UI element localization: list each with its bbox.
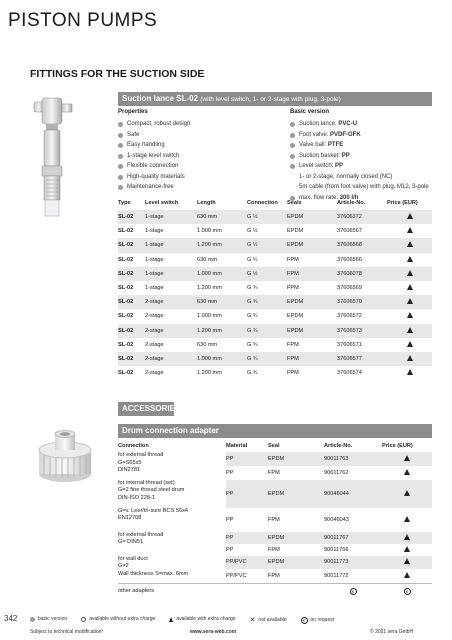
connection-label — [118, 508, 226, 532]
legend-text: basic version — [38, 616, 68, 622]
label-line: G= DIN51 — [118, 539, 144, 545]
table-cell: PP — [226, 546, 234, 553]
table-cell: 2-stage — [145, 295, 197, 309]
table-cell: 2-stage — [145, 324, 197, 338]
triangle-icon — [404, 516, 410, 522]
label-line: G=v. Leer/tri-sure BCS 56x4 — [118, 507, 189, 514]
price-cell — [387, 267, 432, 281]
table-cell: 90011766 — [324, 546, 349, 553]
table-cell: SL-02 — [118, 238, 145, 252]
table-cell: SL-02 — [118, 324, 145, 338]
triangle-icon — [407, 327, 413, 333]
triangle-icon — [404, 455, 410, 461]
price-cell — [387, 295, 432, 309]
basic-version-icon — [30, 617, 35, 622]
table-cell: EPDM — [268, 556, 324, 570]
table-cell: 37606571 — [337, 341, 362, 348]
table-cell: SL-02 — [118, 341, 134, 348]
table-cell: 630 mm — [197, 210, 247, 224]
table-cell: EPDM — [287, 324, 337, 338]
label-line: EN12708 — [118, 515, 142, 521]
property-item: Maintenance-free — [118, 182, 283, 193]
table-cell: 37606566 — [337, 256, 362, 263]
table-cell: 37606568 — [337, 238, 387, 252]
triangle-icon — [407, 369, 413, 375]
table-cell: 37606570 — [337, 295, 387, 309]
table-cell: 1-stage — [145, 228, 164, 235]
table-cell: other adapters — [118, 584, 226, 599]
property-item: Safe — [118, 130, 283, 141]
price-cell — [387, 366, 432, 380]
table-cell: 630 mm — [197, 341, 218, 348]
price-cell — [387, 338, 432, 352]
property-item: Flexible connection — [118, 161, 283, 172]
table-cell: 1-stage — [145, 285, 164, 292]
triangle-icon — [407, 227, 413, 233]
table-cell: EPDM — [287, 313, 304, 320]
drum-adapter-header: Drum connection adapter — [118, 424, 432, 438]
table-cell: 1.000 mm — [197, 313, 222, 320]
table-cell: FPM — [287, 267, 337, 281]
table-cell: EPDM — [287, 295, 337, 309]
basic-item: Level switch: PP — [290, 161, 440, 172]
label-line: Wall thickness S=max. 6mm — [118, 570, 189, 577]
half-circle-icon — [81, 617, 86, 622]
table-cell: 37606573 — [337, 324, 387, 338]
table-row — [118, 253, 432, 267]
price-cell — [387, 224, 432, 238]
table-cell: 1-stage — [145, 238, 197, 252]
table-cell: 1-stage — [145, 267, 197, 281]
price-cell — [387, 309, 432, 323]
triangle-icon — [404, 546, 410, 552]
table-cell: 1.200 mm — [197, 238, 247, 252]
table-header: Connection Material Seal Article-No. Price (EUR) — [118, 443, 413, 449]
label-line: for external thread — [118, 531, 164, 538]
price-cell — [387, 210, 432, 224]
table-cell: EPDM — [287, 238, 337, 252]
table-row — [118, 224, 432, 238]
drum-adapter-image — [30, 420, 100, 490]
table-row — [118, 324, 432, 338]
table-cell: EPDM — [268, 480, 324, 508]
triangle-icon — [407, 284, 413, 290]
table-cell: PP — [226, 532, 268, 544]
table-cell: EPDM — [287, 210, 337, 224]
triangle-icon — [407, 312, 413, 318]
table-cell: G ½ — [247, 267, 287, 281]
price-cell — [382, 466, 432, 480]
table-row — [118, 556, 432, 570]
legend-item — [250, 617, 287, 623]
table-cell: 90011773 — [324, 556, 382, 570]
legend-text: available without extra charge — [89, 616, 156, 622]
price-cell — [382, 569, 432, 583]
table-cell: FPM — [268, 546, 280, 553]
table-cell: 630 mm — [197, 256, 218, 263]
table-row — [118, 281, 432, 295]
label-line: G=2 — [118, 563, 129, 569]
property-item: High-quality materials — [118, 172, 283, 183]
basic-item: Valve ball: PTFE — [290, 140, 440, 151]
basic-version-list — [290, 119, 440, 203]
table-cell: 37606078 — [337, 267, 387, 281]
table-cell: SL-02 — [118, 352, 145, 366]
table-row — [118, 480, 432, 508]
table-cell: SL-02 — [118, 313, 134, 320]
on-request-cell — [324, 584, 382, 599]
label-line: DIN-ISO 228-1 — [118, 494, 155, 501]
legend-text: available with extra charge — [176, 616, 236, 622]
table-cell: 37606569 — [337, 285, 362, 292]
property-item: 1-stage level switch — [118, 151, 283, 162]
triangle-icon — [404, 534, 410, 540]
table-cell: SL-02 — [118, 228, 134, 235]
table-cell: 37606572 — [337, 313, 362, 320]
basic-item: Foot valve: PVDF-GFK — [290, 130, 440, 141]
table-cell: 37606372 — [337, 210, 387, 224]
table-cell: 2-stage — [145, 370, 164, 377]
table-cell: FPM — [287, 370, 299, 377]
table-cell: 90011772 — [324, 573, 349, 580]
table-cell: 1.000 mm — [197, 352, 247, 366]
triangle-icon — [407, 298, 413, 304]
label-line: for wall duct — [118, 555, 148, 562]
website: www.sera-web.com — [190, 629, 237, 635]
basic-item: Suction lance: PVC-U — [290, 119, 440, 130]
legend-item — [301, 617, 335, 624]
property-item: Easy handling — [118, 140, 283, 151]
table-cell: G ½ — [247, 228, 258, 235]
drum-adapter-table — [118, 440, 432, 598]
table-cell: G ¾ — [247, 352, 287, 366]
table-row — [118, 352, 432, 366]
label-line: for external thread — [118, 452, 164, 458]
table-row — [118, 508, 432, 532]
suction-lance-image — [30, 96, 82, 222]
table-cell: 90046043 — [324, 516, 349, 523]
table-cell: PP — [226, 516, 234, 523]
legend-text: not available — [258, 617, 287, 623]
table-cell: PP — [226, 469, 234, 476]
table-row — [118, 309, 432, 323]
connection-label — [118, 532, 226, 556]
table-header: Type Level switch Length Connection Seals Article-No. Price (EUR) — [118, 200, 418, 206]
table-row — [118, 295, 432, 309]
table-row — [118, 584, 432, 599]
triangle-icon — [404, 572, 410, 578]
triangle-icon — [407, 341, 413, 347]
table-cell: 630 mm — [197, 295, 247, 309]
table-cell: 1.200 mm — [197, 370, 222, 377]
table-cell: SL-02 — [118, 256, 134, 263]
table-cell: FPM — [268, 516, 280, 523]
table-cell: 1-stage — [145, 256, 164, 263]
price-cell — [382, 452, 432, 466]
table-cell — [268, 584, 324, 599]
table-cell: FPM — [287, 352, 337, 366]
table-cell: FPM — [268, 469, 280, 476]
table-cell: 90046044 — [324, 480, 382, 508]
legend-item — [30, 616, 67, 622]
on-request-icon: € — [301, 617, 308, 624]
table-cell: SL-02 — [118, 267, 145, 281]
table-cell: G ½ — [247, 210, 287, 224]
table-cell: G ¾ — [247, 313, 258, 320]
table-row — [118, 366, 432, 380]
table-cell: PP/PVC — [226, 556, 268, 570]
price-cell — [387, 324, 432, 338]
table-cell: SL-02 — [118, 295, 145, 309]
basic-item-cont: 5m cable (from foot valve) with plug, M12, 3-pole — [299, 184, 429, 190]
price-cell — [382, 508, 432, 532]
price-cell — [387, 253, 432, 267]
table-row — [118, 452, 432, 466]
basic-item: max. flow rate: 200 l/h — [290, 193, 440, 204]
table-cell: 90011767 — [324, 532, 382, 544]
price-cell — [387, 352, 432, 366]
triangle-icon — [404, 558, 410, 564]
disclaimer: Subject to technical modification! — [30, 629, 103, 635]
triangle-icon — [407, 355, 413, 361]
table-cell: SL-02 — [118, 285, 134, 292]
table-cell: 90011762 — [324, 469, 349, 476]
triangle-icon — [404, 469, 410, 475]
table-cell: G ½ — [247, 256, 258, 263]
legend-item — [81, 616, 155, 622]
suction-lance-table — [118, 196, 432, 380]
table-cell: G ¾ — [247, 341, 258, 348]
price-cell — [387, 238, 432, 252]
table-cell: 2-stage — [145, 341, 164, 348]
triangle-icon — [407, 256, 413, 262]
page-number: 342 — [4, 614, 18, 623]
legend — [30, 616, 348, 624]
table-cell: FPM — [287, 256, 299, 263]
table-cell: PP — [226, 452, 268, 466]
section-title: FITTINGS FOR THE SUCTION SIDE — [30, 68, 205, 80]
table-cell: EPDM — [268, 452, 324, 466]
triangle-icon — [407, 241, 413, 247]
table-cell: 90011763 — [324, 452, 382, 466]
label-line: for internal thread (set) — [118, 479, 175, 486]
label-line: G=2 fine thread steel drum — [118, 487, 185, 493]
copyright: © 2021 sera GmbH — [370, 629, 414, 635]
table-cell: SL-02 — [118, 210, 145, 224]
table-cell: 37606574 — [337, 370, 362, 377]
connection-label — [118, 556, 226, 584]
table-row — [118, 238, 432, 252]
connection-label — [118, 452, 226, 480]
suction-lance-header — [118, 92, 432, 106]
table-cell: 1.200 mm — [197, 285, 222, 292]
table-cell: 37606577 — [337, 352, 387, 366]
on-request-icon: € — [404, 588, 411, 595]
basic-item-cont: 1- or 2-stage, normally closed (NC) — [299, 173, 393, 180]
page-title: PISTON PUMPS — [8, 10, 158, 31]
suction-lance-subtitle: (with level switch, 1- or 2-stage with plug, 3-pole) — [200, 96, 341, 103]
table-cell: PP — [226, 480, 268, 508]
table-cell: G ¾ — [247, 285, 258, 292]
table-cell: 1.000 mm — [197, 228, 222, 235]
table-cell: G ¾ — [247, 370, 258, 377]
table-cell: FPM — [287, 285, 299, 292]
price-cell — [387, 281, 432, 295]
table-cell: FPM — [268, 573, 280, 580]
table-cell: 2-stage — [145, 313, 164, 320]
table-cell: 37606567 — [337, 228, 362, 235]
table-row — [118, 210, 432, 224]
basic-version-label: Basic version — [290, 109, 330, 115]
accessories-header: ACCESSORIES — [118, 402, 174, 416]
table-row — [118, 338, 432, 352]
table-row — [118, 532, 432, 544]
price-cell — [382, 480, 432, 508]
triangle-icon — [404, 490, 410, 496]
price-cell — [382, 532, 432, 544]
triangle-icon — [407, 270, 413, 276]
table-cell: EPDM — [268, 532, 324, 544]
triangle-icon — [169, 617, 173, 622]
property-item: Compact, robust design — [118, 119, 283, 130]
table-cell: G ¾ — [247, 295, 287, 309]
table-cell: G ¾ — [247, 324, 287, 338]
connection-label — [118, 480, 226, 508]
suction-lance-title: Suction lance SL-02 — [122, 94, 199, 103]
table-cell: 1-stage — [145, 210, 197, 224]
table-cell — [226, 584, 268, 599]
table-cell: 1.000 mm — [197, 267, 247, 281]
triangle-icon — [407, 213, 413, 219]
on-request-icon: € — [350, 588, 357, 595]
price-cell — [382, 556, 432, 570]
legend-item — [169, 616, 235, 622]
price-cell — [382, 544, 432, 556]
label-line: DIN2781 — [118, 467, 141, 473]
table-row — [118, 267, 432, 281]
label-line: G=S65x5 — [118, 459, 142, 466]
table-cell: EPDM — [287, 228, 304, 235]
table-cell: SL-02 — [118, 370, 134, 377]
properties-list — [118, 119, 283, 193]
table-cell: FPM — [287, 341, 299, 348]
basic-item: Suction basket: PP — [290, 151, 440, 162]
table-cell: PP/PVC — [226, 573, 247, 580]
table-cell: G ½ — [247, 238, 287, 252]
legend-text: on request — [310, 617, 335, 623]
table-cell: 2-stage — [145, 352, 197, 366]
table-cell: 1.200 mm — [197, 324, 247, 338]
x-icon: ✕ — [249, 616, 256, 624]
on-request-cell — [382, 584, 432, 599]
properties-label: Properties — [118, 109, 148, 115]
